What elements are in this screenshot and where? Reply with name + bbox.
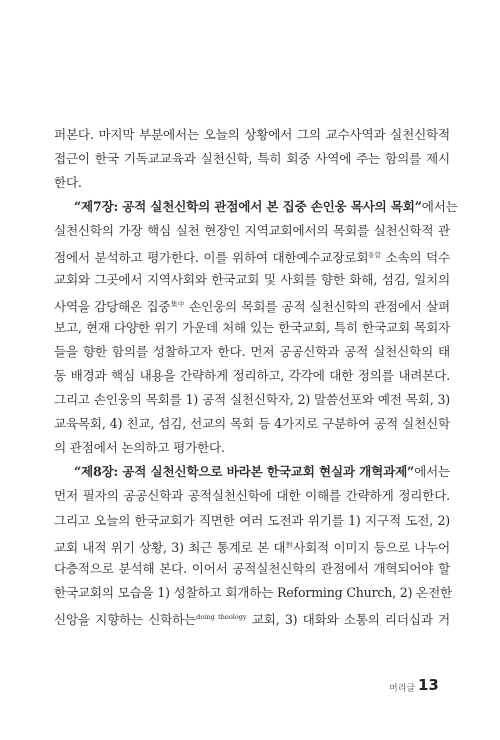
text-line: 먼저 필자의 공공신학과 공적실천신학에 대한 이해를 간략하게 정리한다. (54, 488, 450, 504)
text-fragment: 점에서 분석하고 평가한다. 이를 위하여 대한예수교장로회 (54, 250, 369, 266)
text-line (54, 605, 450, 629)
text-line: 그리고 오늘의 한국교회가 직면한 여러 도전과 위기를 1) 지구적 도전, 2) (54, 512, 450, 528)
text-line: 동 배경과 핵심 내용을 간략하게 정리하고, 각각에 대한 정의를 내려본다. (54, 367, 450, 383)
text-fragment: 교회 내적 위기 상황, 3) 최근 통계로 본 대 (54, 539, 286, 555)
superscript-annotation: 對 (285, 540, 294, 549)
text-line: 다층적으로 분석해 본다. 이어서 공적실천신학의 관점에서 개혁되어야 할 (54, 560, 450, 576)
text-line: 실천신학의 가장 핵심 실천 현장인 지역교회에서의 목회를 실천신학적 관 (54, 223, 450, 239)
text-fragment: 손인웅의 목회를 공적 실천신학의 관점에서 살펴 (184, 298, 451, 314)
text-line: 들을 향한 함의를 성찰하고자 한다. 먼저 공공신학과 공적 실천신학의 태 (54, 343, 450, 359)
text-line: 한국교회의 모습을 1) 성찰하고 회개하는 Reforming Church, 2) 온전한 (54, 584, 453, 600)
chapter-8-title: “제8장: 공적 실천신학으로 바라본 한국교회 현실과 개혁과제” (74, 464, 415, 480)
chapter-7-title: “제7장: 공적 실천신학의 관점에서 본 집중 손인웅 목사의 목회” (74, 199, 422, 215)
text-fragment: 에서는 (421, 199, 458, 215)
chapter-7-intro-line (54, 195, 458, 219)
text-line: 교육목회, 4) 친교, 섬김, 선교의 목회 등 4가지로 구분하여 공적 실천신학 (54, 416, 450, 432)
text-fragment: 교회, 3) 대화와 소통의 리더십과 거 (246, 611, 451, 627)
text-fragment: 신앙을 지향하는 신학하는 (54, 611, 197, 627)
text-line: 의 관점에서 논의하고 평가한다. (54, 440, 225, 456)
text-line: 교회와 그곳에서 지역사회와 한국교회 및 사회를 향한 화해, 섬김, 일치의 (54, 271, 450, 287)
text-line (54, 292, 450, 316)
running-footer-label: 머리글 (389, 684, 416, 694)
superscript-annotation: 集中 (170, 299, 185, 308)
text-line: 접근이 한국 기독교교육과 실천신학, 특히 회중 사역에 주는 함의를 제시 (54, 151, 450, 167)
text-line (54, 243, 450, 267)
text-line: 한다. (54, 175, 82, 191)
body-text (54, 123, 458, 629)
text-fragment: 사회적 이미지 등으로 나누어 (293, 539, 451, 555)
text-fragment: 소속의 덕수 (380, 250, 450, 266)
text-line: 그리고 손인웅의 목회를 1) 공적 실천신학자, 2) 말씀선포와 예전 목회, 3) (54, 392, 450, 408)
superscript-annotation: 통합 (368, 251, 381, 260)
chapter-8-intro-line (54, 460, 450, 484)
text-line: 보고, 현재 다양한 위기 가운데 처해 있는 한국교회, 특히 한국교회 목회자 (54, 319, 450, 335)
text-fragment: 사역을 감당해온 집중 (54, 298, 171, 314)
superscript-annotation: doing theology (196, 612, 247, 621)
text-line (54, 533, 450, 557)
page-number: 13 (418, 676, 439, 694)
text-fragment: 에서는 (414, 464, 450, 480)
text-line: 퍼본다. 마지막 부분에서는 오늘의 상황에서 그의 교수사역과 실천신학적 (54, 127, 450, 142)
